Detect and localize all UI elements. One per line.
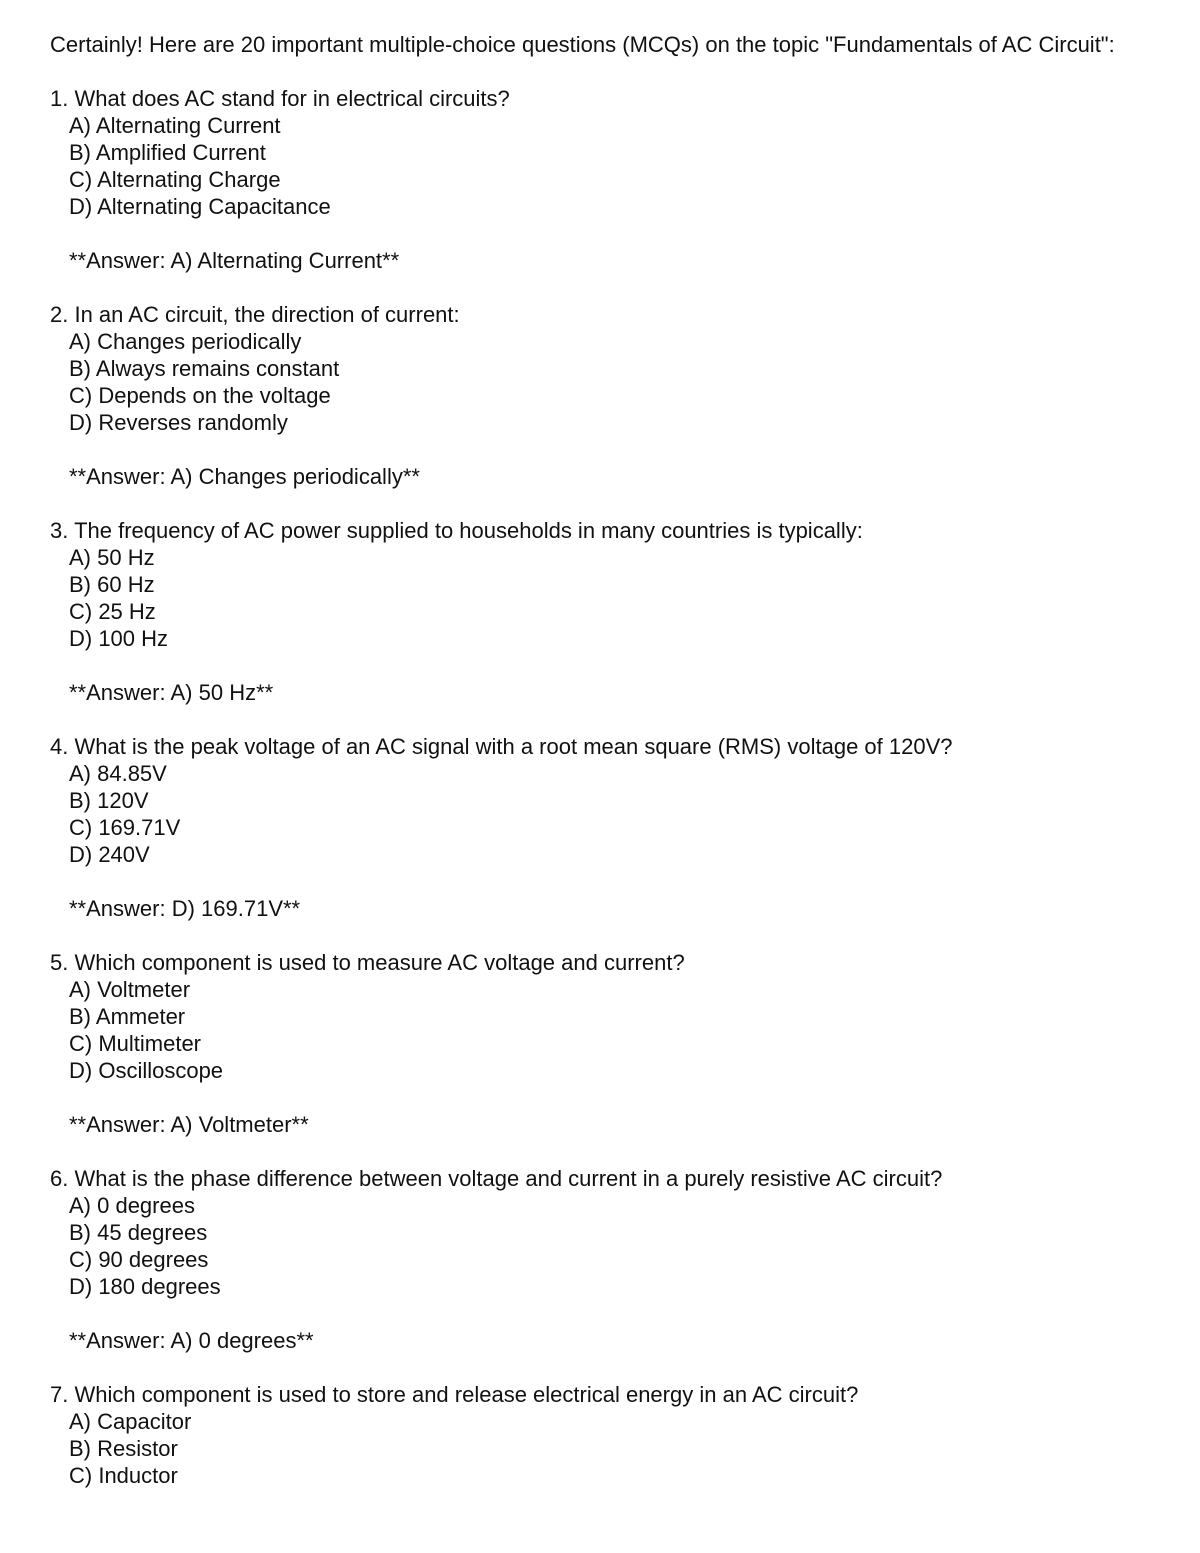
answer-text: **Answer: A) 50 Hz** bbox=[69, 680, 274, 705]
option-d: D) Alternating Capacitance bbox=[69, 194, 331, 219]
answer-text: **Answer: D) 169.71V** bbox=[69, 896, 301, 921]
question-text: 1. What does AC stand for in electrical circuits? bbox=[50, 86, 510, 111]
option-d: D) 180 degrees bbox=[69, 1274, 221, 1299]
option-c: C) Inductor bbox=[69, 1463, 178, 1488]
option-a: A) Alternating Current bbox=[69, 113, 281, 138]
option-d: D) Reverses randomly bbox=[69, 410, 288, 435]
option-c: C) 90 degrees bbox=[69, 1247, 209, 1272]
option-list bbox=[50, 544, 1150, 652]
option-b: B) Always remains constant bbox=[69, 356, 340, 381]
option-c: C) Alternating Charge bbox=[69, 167, 281, 192]
option-c: C) 169.71V bbox=[69, 815, 181, 840]
answer-text: **Answer: A) Alternating Current** bbox=[69, 248, 400, 273]
intro-text: Certainly! Here are 20 important multiple-choice questions (MCQs) on the topic "Fundamentals of AC Circuit": bbox=[50, 32, 1115, 57]
option-a: A) Voltmeter bbox=[69, 977, 191, 1002]
option-list bbox=[50, 1408, 1150, 1489]
option-d: D) 240V bbox=[69, 842, 150, 867]
question-text: 5. Which component is used to measure AC voltage and current? bbox=[50, 950, 685, 975]
question-text: 3. The frequency of AC power supplied to households in many countries is typically: bbox=[50, 518, 863, 543]
option-list bbox=[50, 112, 1150, 220]
question-2 bbox=[50, 301, 1150, 490]
option-b: B) 45 degrees bbox=[69, 1220, 208, 1245]
option-d: D) Oscilloscope bbox=[69, 1058, 224, 1083]
option-b: B) 60 Hz bbox=[69, 572, 155, 597]
option-a: A) 0 degrees bbox=[69, 1193, 195, 1218]
question-text: 4. What is the peak voltage of an AC signal with a root mean square (RMS) voltage of 120V? bbox=[50, 734, 953, 759]
option-b: B) Amplified Current bbox=[69, 140, 266, 165]
answer-text: **Answer: A) Changes periodically** bbox=[69, 464, 420, 489]
option-a: A) Changes periodically bbox=[69, 329, 302, 354]
option-b: B) 120V bbox=[69, 788, 149, 813]
question-3 bbox=[50, 517, 1150, 706]
option-list bbox=[50, 328, 1150, 436]
question-5 bbox=[50, 949, 1150, 1138]
answer-text: **Answer: A) 0 degrees** bbox=[69, 1328, 314, 1353]
question-1 bbox=[50, 85, 1150, 274]
option-list bbox=[50, 1192, 1150, 1300]
option-b: B) Resistor bbox=[69, 1436, 178, 1461]
question-text: 2. In an AC circuit, the direction of current: bbox=[50, 302, 460, 327]
question-text: 6. What is the phase difference between voltage and current in a purely resistive AC circuit? bbox=[50, 1166, 943, 1191]
option-list bbox=[50, 976, 1150, 1084]
answer-text: **Answer: A) Voltmeter** bbox=[69, 1112, 309, 1137]
question-text: 7. Which component is used to store and release electrical energy in an AC circuit? bbox=[50, 1382, 859, 1407]
option-a: A) 50 Hz bbox=[69, 545, 155, 570]
option-c: C) Multimeter bbox=[69, 1031, 202, 1056]
question-7 bbox=[50, 1381, 1150, 1489]
option-a: A) 84.85V bbox=[69, 761, 167, 786]
question-4 bbox=[50, 733, 1150, 922]
question-6 bbox=[50, 1165, 1150, 1354]
option-c: C) Depends on the voltage bbox=[69, 383, 331, 408]
option-c: C) 25 Hz bbox=[69, 599, 156, 624]
option-list bbox=[50, 760, 1150, 868]
option-d: D) 100 Hz bbox=[69, 626, 169, 651]
option-b: B) Ammeter bbox=[69, 1004, 186, 1029]
option-a: A) Capacitor bbox=[69, 1409, 192, 1434]
